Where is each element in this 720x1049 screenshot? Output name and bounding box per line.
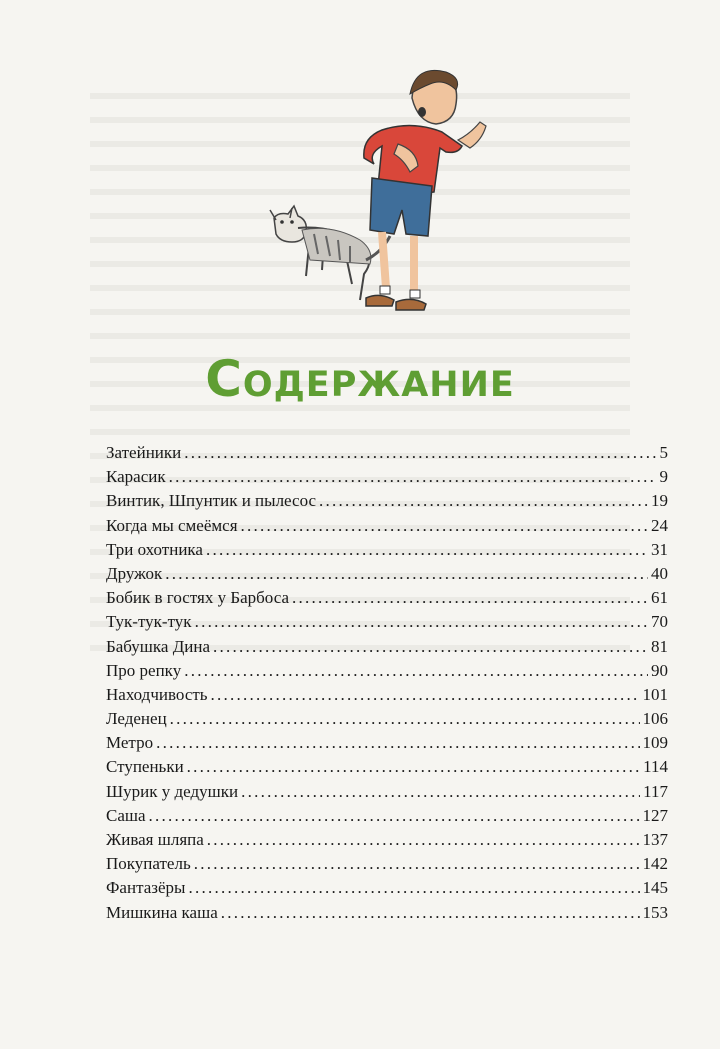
toc-dot-leader <box>187 757 640 777</box>
toc-dot-leader <box>169 467 657 487</box>
toc-entry-page-number: 145 <box>642 878 668 898</box>
toc-entry <box>106 661 668 685</box>
toc-entry <box>106 806 668 830</box>
toc-entry-page-number: 90 <box>651 660 668 680</box>
toc-entry-title: Тук-тук-тук <box>106 612 192 632</box>
page-title: Содержание <box>205 350 515 408</box>
toc-entry <box>106 854 668 878</box>
toc-entry-title: Находчивость <box>106 684 208 704</box>
toc-dot-leader <box>292 588 648 608</box>
toc-dot-leader <box>195 612 648 632</box>
toc-entry-title: Леденец <box>106 709 167 729</box>
toc-entry-page-number: 101 <box>642 684 668 704</box>
toc-entry-title: Бобик в гостях у Барбоса <box>106 588 290 608</box>
toc-entry-title: Три охотника <box>106 539 203 559</box>
toc-entry-page-number: 19 <box>651 491 668 511</box>
toc-entry <box>106 782 668 806</box>
toc-dot-leader <box>207 830 640 850</box>
toc-entry-title: Саша <box>106 805 146 825</box>
toc-entry-page-number: 106 <box>642 709 668 729</box>
toc-entry <box>106 637 668 661</box>
toc-entry <box>106 540 668 564</box>
table-of-contents <box>106 443 668 927</box>
toc-entry-title: Ступеньки <box>106 757 184 777</box>
toc-entry-page-number: 5 <box>659 443 668 462</box>
toc-dot-leader <box>184 443 656 463</box>
toc-dot-leader <box>165 564 648 584</box>
toc-entry-page-number: 109 <box>642 733 668 753</box>
toc-dot-leader <box>194 854 640 874</box>
toc-entry-title: Дружок <box>106 563 163 583</box>
toc-entry-page-number: 40 <box>651 563 668 583</box>
toc-dot-leader <box>241 516 648 536</box>
toc-entry-page-number: 9 <box>659 467 668 487</box>
toc-entry-title: Про репку <box>106 660 182 680</box>
toc-entry <box>106 443 668 467</box>
toc-entry <box>106 878 668 902</box>
toc-entry <box>106 757 668 781</box>
toc-entry-page-number: 127 <box>642 805 668 825</box>
toc-entry <box>106 903 668 927</box>
toc-dot-leader <box>149 806 640 826</box>
toc-entry <box>106 733 668 757</box>
toc-entry-page-number: 137 <box>642 830 668 849</box>
toc-entry-title: Затейники <box>106 443 182 462</box>
toc-entry-page-number: 81 <box>651 636 668 656</box>
toc-entry-page-number: 31 <box>651 539 668 559</box>
toc-entry <box>106 516 668 540</box>
toc-dot-leader <box>241 782 640 802</box>
boy-and-cat-illustration <box>262 60 512 330</box>
toc-entry-page-number: 117 <box>643 781 668 801</box>
toc-dot-leader <box>221 903 640 923</box>
toc-entry-page-number: 114 <box>643 757 668 777</box>
toc-entry-page-number: 24 <box>651 515 668 535</box>
toc-entry <box>106 830 668 854</box>
toc-entry-title: Покупатель <box>106 854 191 874</box>
toc-dot-leader <box>213 637 648 657</box>
toc-dot-leader <box>156 733 639 753</box>
toc-entry-title: Карасик <box>106 467 166 487</box>
toc-entry-title: Фантазёры <box>106 878 186 898</box>
toc-entry-page-number: 61 <box>651 588 668 608</box>
toc-dot-leader <box>188 878 639 898</box>
toc-entry <box>106 588 668 612</box>
toc-dot-leader <box>170 709 640 729</box>
toc-entry-page-number: 142 <box>642 854 668 874</box>
toc-entry <box>106 491 668 515</box>
toc-dot-leader <box>319 491 648 511</box>
toc-dot-leader <box>184 661 648 681</box>
toc-entry-title: Мишкина каша <box>106 902 218 922</box>
toc-entry-title: Винтик, Шпунтик и пылесос <box>106 491 317 511</box>
toc-entry-page-number: 153 <box>642 902 668 922</box>
toc-entry <box>106 612 668 636</box>
toc-entry-title: Бабушка Дина <box>106 636 211 656</box>
toc-entry-title: Метро <box>106 733 154 753</box>
boy-figure <box>364 70 486 310</box>
toc-entry <box>106 467 668 491</box>
toc-entry <box>106 709 668 733</box>
toc-dot-leader <box>206 540 648 560</box>
toc-entry-title: Когда мы смеёмся <box>106 515 238 535</box>
toc-dot-leader <box>211 685 640 705</box>
toc-entry <box>106 685 668 709</box>
toc-entry-title: Живая шляпа <box>106 830 204 849</box>
toc-entry-page-number: 70 <box>651 612 668 632</box>
toc-entry <box>106 564 668 588</box>
toc-entry-title: Шурик у дедушки <box>106 781 239 801</box>
